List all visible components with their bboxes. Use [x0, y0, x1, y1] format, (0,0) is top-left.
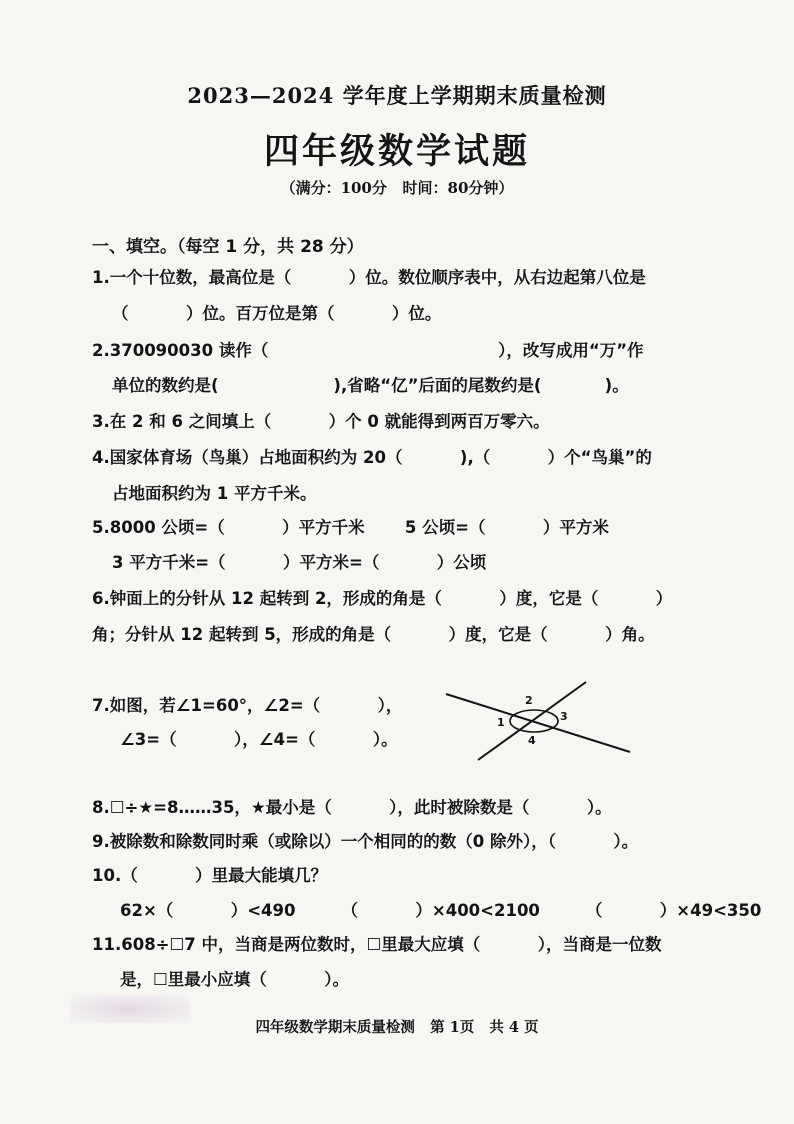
question-11-line-1: 11.608÷☐7 中，当商是两位数时，☐里最大应填（ ），当商是一位数: [92, 935, 662, 954]
angle-label-2: 2: [525, 694, 533, 707]
question-10-line-1: 10.（ ）里最大能填几？: [92, 866, 328, 885]
question-1-line-1: 1.一个十位数，最高位是（ ）位。数位顺序表中，从右边起第八位是: [92, 268, 646, 287]
angle-label-3: 3: [560, 710, 568, 723]
question-1-line-2: （ ）位。百万位是第（ ）位。: [112, 304, 442, 323]
question-7-line-1: 7.如图，若∠1=60°，∠2=（ ），: [92, 696, 403, 715]
question-2-line-2: 单位的数约是( ),省略“亿”后面的尾数约是( )。: [112, 376, 629, 395]
question-5-line-2: 3 平方千米=（ ）平方米=（ ）公顷: [112, 553, 487, 572]
question-4-line-1: 4.国家体育场（鸟巢）占地面积约为 20（ ),（ ）个“鸟巢”的: [92, 448, 652, 467]
question-11-line-2: 是，☐里最小应填（ ）。: [120, 970, 349, 989]
question-6-line-1: 6.钟面上的分针从 12 起转到 2，形成的角是（ ）度，它是（ ）: [92, 589, 673, 608]
question-2-line-1: 2.370090030 读作（ ），改写成用“万”作: [92, 341, 644, 360]
exam-meta: （满分：100分 时间：80分钟）: [280, 179, 514, 197]
section-heading-fill-in: 一、填空。（每空 1 分，共 28 分）: [92, 237, 364, 257]
intersecting-lines-figure: [438, 680, 638, 770]
question-3: 3.在 2 和 6 之间填上（ ）个 0 就能得到两百万零六。: [92, 412, 550, 431]
angle-label-1: 1: [497, 716, 505, 729]
figure-line-a: [446, 694, 630, 752]
exam-title: 四年级数学试题: [263, 131, 530, 172]
question-10-line-2: 62×（ ）<490 （ ）×400<2100 （ ）×49<350: [120, 901, 762, 920]
angle-label-4: 4: [528, 734, 536, 747]
school-year-heading: 2023—2024 学年度上学期期末质量检测: [187, 83, 607, 108]
question-5-line-1: 5.8000 公顷=（ ）平方千米 5 公顷=（ ）平方米: [92, 518, 609, 537]
question-9: 9.被除数和除数同时乘（或除以）一个相同的的数（0 除外），（ ）。: [92, 832, 639, 851]
question-6-line-2: 角；分针从 12 起转到 5，形成的角是（ ）度，它是（ ）角。: [92, 625, 655, 644]
question-4-line-2: 占地面积约为 1 平方千米。: [112, 484, 317, 503]
question-7-line-2: ∠3=（ ），∠4=（ ）。: [120, 730, 398, 749]
question-8: 8.☐÷★=8……35，★最小是（ ），此时被除数是（ ）。: [92, 798, 612, 817]
page-footer: 四年级数学期末质量检测 第 1页 共 4 页: [255, 1019, 539, 1036]
